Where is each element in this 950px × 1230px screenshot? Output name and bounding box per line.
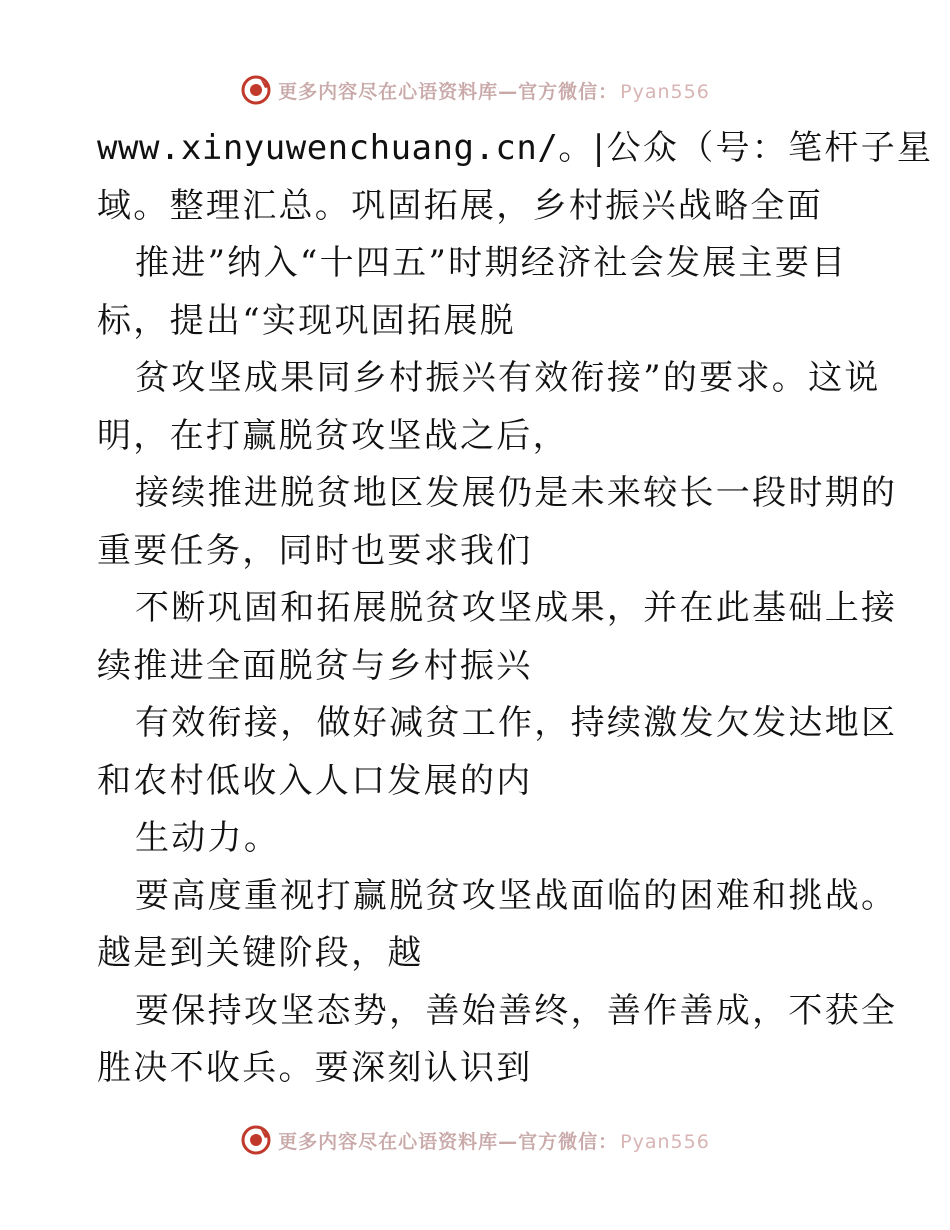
body-line-7: 重要任务，同时也要求我们 bbox=[97, 530, 533, 571]
header-watermark-banner bbox=[0, 70, 950, 110]
body-line-2: 推进”纳入“十四五”时期经济社会发展主要目 bbox=[135, 243, 848, 283]
body-line-9: 续推进全面脱贫与乡村振兴 bbox=[97, 645, 533, 686]
body-line-8: 不断巩固和拓展脱贫攻坚成果，并在此基础上接 bbox=[135, 588, 898, 628]
body-line-6: 接续推进脱贫地区发展仍是未来较长一段时期的 bbox=[135, 473, 898, 513]
footer-watermark-banner bbox=[0, 1120, 950, 1160]
body-line-1: 域。整理汇总。巩固拓展，乡村振兴战略全面 bbox=[97, 185, 823, 226]
body-line-5: 明，在打赢脱贫攻坚战之后， bbox=[97, 415, 569, 456]
body-line-11: 和农村低收入人口发展的内 bbox=[97, 760, 533, 801]
body-line-12: 生动力。 bbox=[135, 818, 281, 858]
body-line-4: 贫攻坚成果同乡村振兴有效衔接”的要求。这说 bbox=[135, 358, 881, 398]
header-banner-text: 更多内容尽在心语资料库—官方微信： Pyan556 bbox=[278, 80, 710, 103]
body-line-13: 要高度重视打赢脱贫攻坚战面临的困难和挑战。 bbox=[135, 875, 898, 916]
body-line-0: www.xinyuwenchuang.cn/。|公众（号：笔杆子星 bbox=[97, 128, 934, 168]
header-banner-brand: Pyan556 bbox=[620, 80, 710, 103]
body-line-16: 胜决不收兵。要深刻认识到 bbox=[97, 1048, 533, 1088]
body-line-15: 要保持攻坚态势，善始善终，善作善成，不获全 bbox=[135, 990, 898, 1031]
document-body bbox=[97, 120, 934, 1110]
footer-banner-text: 更多内容尽在心语资料库—官方微信： Pyan556 bbox=[278, 1130, 710, 1153]
body-line-14: 越是到关键阶段，越 bbox=[97, 933, 424, 973]
brand-logo-icon bbox=[240, 1124, 272, 1156]
body-line-10: 有效衔接，做好减贫工作，持续激发欠发达地区 bbox=[135, 703, 898, 743]
body-line-3: 标，提出“实现巩固拓展脱 bbox=[97, 300, 516, 341]
brand-logo-icon bbox=[240, 74, 272, 106]
footer-banner-brand: Pyan556 bbox=[620, 1130, 710, 1153]
